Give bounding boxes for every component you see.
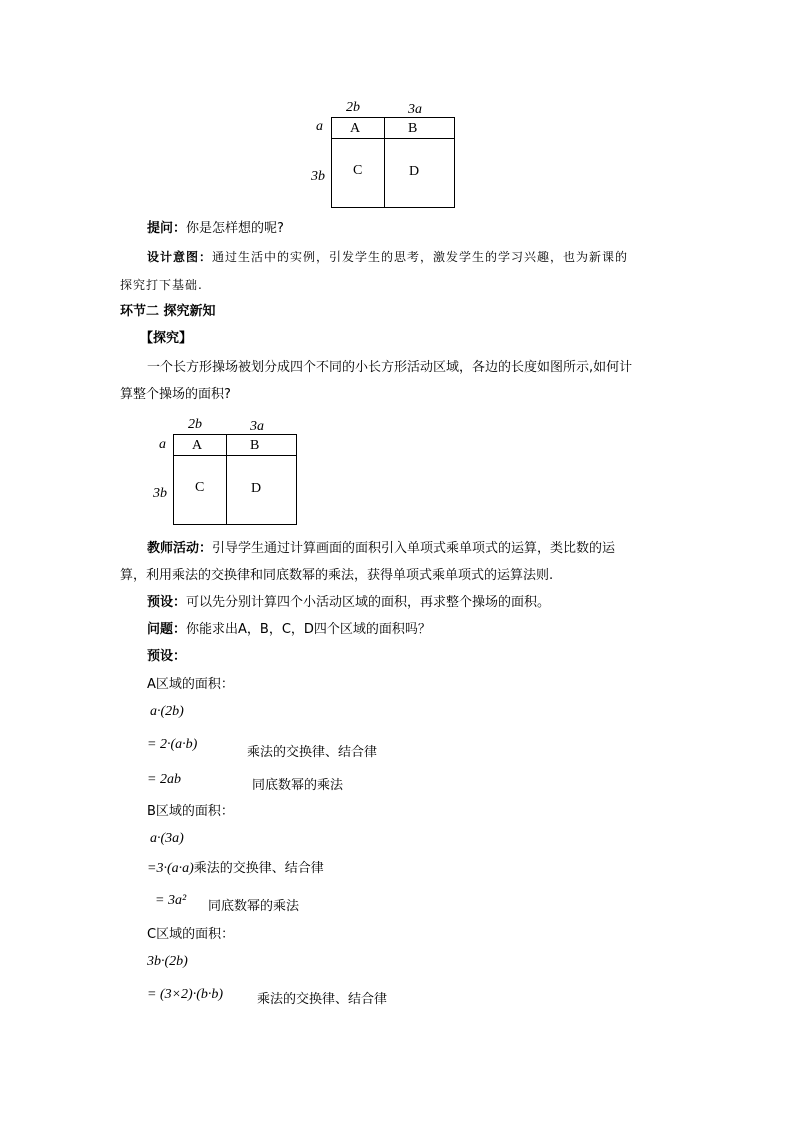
area-a-eq2: = 2·(a·b) xyxy=(147,737,198,752)
area-a-title: A区域的面积： xyxy=(147,677,234,692)
diagram1-left-label-3b: 3b xyxy=(311,169,325,184)
area-b-eq3-note: 同底数幂的乘法 xyxy=(208,899,300,914)
diagram1-top-label-3a: 3a xyxy=(408,102,422,117)
diagram2-top-label-3a: 3a xyxy=(250,419,264,434)
area-b-eq3: = 3a² xyxy=(155,893,187,908)
diagram1-cell-c: C xyxy=(353,163,363,178)
design-intent-text-1: 通过生活中的实例，引发学生的思考，激发学生的学习兴趣，也为新课的 xyxy=(212,250,629,264)
diagram2-divider-vertical xyxy=(226,434,227,524)
area-c-eq2-note: 乘法的交换律、结合律 xyxy=(257,992,388,1007)
area-a-eq2-note: 乘法的交换律、结合律 xyxy=(247,745,378,760)
design-intent-line2: 探究打下基础. xyxy=(120,278,203,292)
area-a-eq3: = 2ab xyxy=(147,772,181,787)
teacher-activity-line2: 算，利用乘法的交换律和同底数幂的乘法，获得单项式乘单项式的运算法则. xyxy=(120,568,554,583)
question-line xyxy=(147,222,284,235)
area-c-eq1: 3b·(2b) xyxy=(147,954,188,969)
area-b-title: B区域的面积： xyxy=(147,804,234,819)
question2-prefix: 问题： xyxy=(147,622,187,637)
preset-text: 可以先分别计算四个小活动区域的面积，再求整个操场的面积。 xyxy=(186,595,551,610)
area-a-eq1: a·(2b) xyxy=(150,704,184,719)
question2-text: 你能求出A，B，C，D四个区域的面积吗？ xyxy=(186,622,431,637)
diagram2-top-label-2b: 2b xyxy=(188,417,202,432)
teacher-activity-line1 xyxy=(147,542,615,555)
question-prefix: 提问： xyxy=(147,221,187,236)
diagram1-left-label-a: a xyxy=(316,119,323,134)
design-intent-line1 xyxy=(147,251,628,263)
diagram1-divider-vertical xyxy=(384,117,385,207)
diagram2-divider-horizontal xyxy=(173,455,296,456)
teacher-activity-text-1: 引导学生通过计算画面的面积引入单项式乘单项式的运算，类比数的运 xyxy=(212,541,616,556)
question2-line xyxy=(147,623,431,636)
preset-line xyxy=(147,596,550,609)
diagram1-cell-d: D xyxy=(409,164,420,179)
area-c-eq2: = (3×2)·(b·b) xyxy=(147,987,224,1002)
diagram2-left-label-3b: 3b xyxy=(153,486,167,501)
section-title: 环节二 探究新知 xyxy=(120,304,216,319)
diagram1-cell-a: A xyxy=(350,121,361,136)
preset-prefix: 预设： xyxy=(147,595,187,610)
diagram2-cell-b: B xyxy=(250,438,260,453)
design-intent-prefix: 设计意图： xyxy=(147,250,213,264)
diagram2-left-label-a: a xyxy=(159,437,166,452)
problem-line1: 一个长方形操场被划分成四个不同的小长方形活动区域，各边的长度如图所示,如何计 xyxy=(147,360,633,375)
area-a-eq3-note: 同底数幂的乘法 xyxy=(252,778,344,793)
diagram1-top-label-2b: 2b xyxy=(346,100,360,115)
question-text: 你是怎样想的呢? xyxy=(186,221,284,236)
diagram1-divider-horizontal xyxy=(331,138,454,139)
diagram2-cell-d: D xyxy=(251,481,262,496)
explore-tag: 【探究】 xyxy=(140,331,193,346)
diagram1-cell-b: B xyxy=(408,121,418,136)
area-b-eq2-note: 乘法的交换律、结合律 xyxy=(193,861,324,876)
problem-line2: 算整个操场的面积? xyxy=(120,387,231,402)
area-b-eq2-line xyxy=(147,862,324,876)
preset2-label: 预设： xyxy=(147,649,187,664)
diagram2-cell-a: A xyxy=(192,438,203,453)
diagram2-cell-c: C xyxy=(195,480,205,495)
area-c-title: C区域的面积： xyxy=(147,927,235,942)
teacher-activity-prefix: 教师活动： xyxy=(147,541,213,556)
area-b-eq2: =3·(a·a) xyxy=(147,861,194,876)
area-b-eq1: a·(3a) xyxy=(150,831,184,846)
